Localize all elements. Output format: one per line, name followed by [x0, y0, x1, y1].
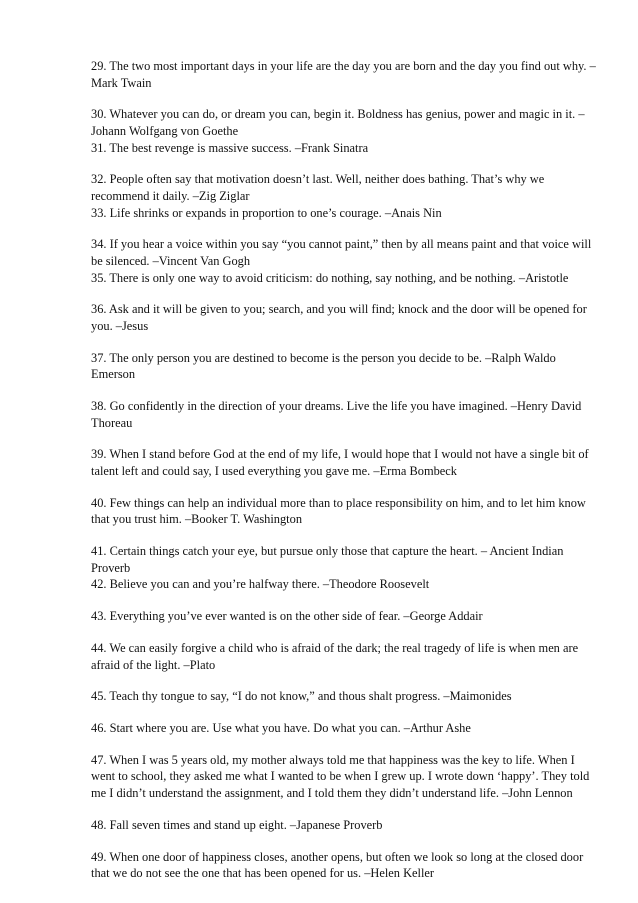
- quote-46: 46. Start where you are. Use what you have. Do what you can. –Arthur Ashe: [91, 721, 471, 736]
- quote-30: 30. Whatever you can do, or dream you can, begin it. Boldness has genius, power and magic in it. –Johann Wolfgang von Goethe: [91, 107, 585, 138]
- quote-35: 35. There is only one way to avoid criticism: do nothing, say nothing, and be nothing. –Aristotle: [91, 270, 569, 285]
- quote-32: 32. People often say that motivation doesn’t last. Well, neither does bathing. That’s why we recommend it daily. –Zig Ziglar: [91, 172, 545, 203]
- quote-48: 48. Fall seven times and stand up eight. –Japanese Proverb: [91, 817, 383, 832]
- quote-43: 43. Everything you’ve ever wanted is on the other side of fear. –George Addair: [91, 609, 483, 624]
- quote-42: 42. Believe you can and you’re halfway there. –Theodore Roosevelt: [91, 577, 430, 592]
- quote-list: [91, 58, 601, 882]
- quote-49: 49. When one door of happiness closes, another opens, but often we look so long at the closed door that we do not see the one that has been opened for us. –Helen Keller: [91, 849, 584, 881]
- quote-29: 29. The two most important days in your life are the day you are born and the day you find out why. –Mark Twain: [91, 59, 596, 90]
- quote-39: 39. When I stand before God at the end of my life, I would hope that I would not have a single bit of talent left and could say, I used everything you gave me. –Erma Bombeck: [91, 447, 589, 478]
- quote-44: 44. We can easily forgive a child who is afraid of the dark; the real tragedy of life is when men are afraid of the light. –Plato: [91, 640, 579, 672]
- quote-36: 36. Ask and it will be given to you; search, and you will find; knock and the door will be opened for you. –Jesus: [91, 302, 587, 333]
- quote-33: 33. Life shrinks or expands in proportion to one’s courage. –Anais Nin: [91, 205, 442, 220]
- quote-38: 38. Go confidently in the direction of your dreams. Live the life you have imagined. –Henry David Thoreau: [91, 399, 582, 430]
- quote-41: 41. Certain things catch your eye, but pursue only those that capture the heart. – Ancient Indian Proverb: [91, 544, 564, 575]
- quote-37: 37. The only person you are destined to become is the person you decide to be. –Ralph Waldo Emerson: [91, 350, 556, 382]
- quote-45: 45. Teach thy tongue to say, “I do not know,” and thous shalt progress. –Maimonides: [91, 689, 512, 704]
- quote-40: 40. Few things can help an individual more than to place responsibility on him, and to let him know that you trust him. –Booker T. Washington: [91, 495, 586, 527]
- quote-34: 34. If you hear a voice within you say “you cannot paint,” then by all means paint and that voice will be silenced. –Vincent Van Gogh: [91, 237, 592, 268]
- quote-31: 31. The best revenge is massive success. –Frank Sinatra: [91, 140, 369, 155]
- quote-47: 47. When I was 5 years old, my mother always told me that happiness was the key to life. When I went to school, they asked me what I wanted to be when I grew up. I wrote down ‘happy’. They told me I didn’t understand the assignment, and I told them they didn’t understand life. –John Lennon: [91, 752, 590, 801]
